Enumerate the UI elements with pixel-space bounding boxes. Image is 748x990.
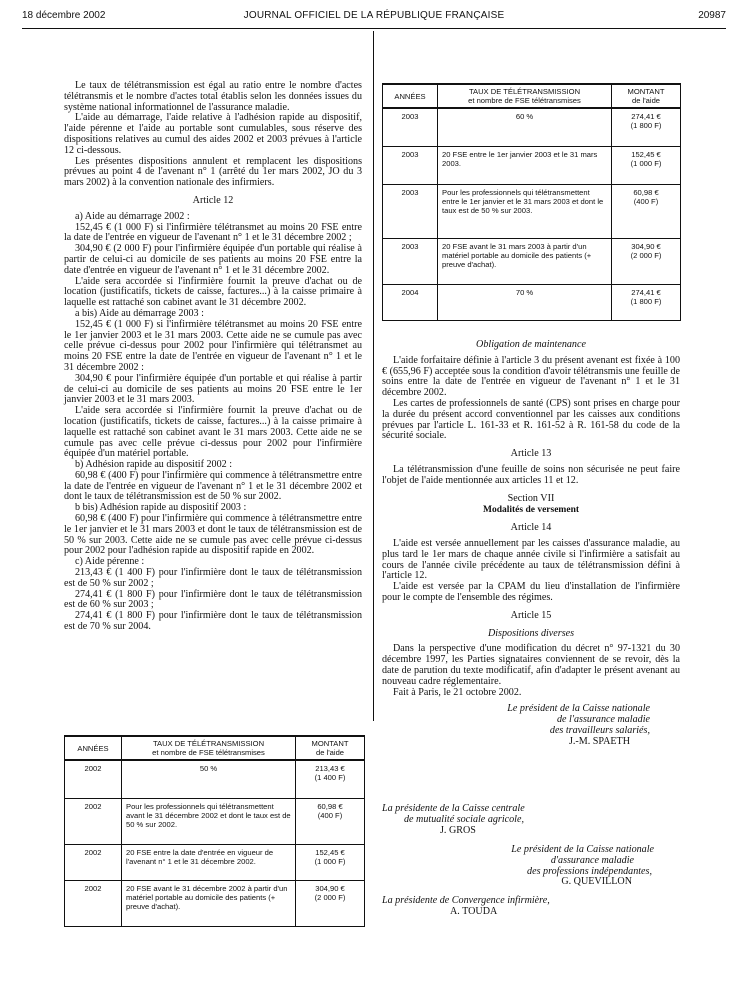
- table-row: [383, 146, 681, 184]
- col-header-amount-line2: de l'aide: [631, 96, 661, 105]
- cell-year: 2003: [383, 238, 438, 284]
- amount-franc: (1 800 F): [630, 121, 662, 130]
- amount-franc: (400 F): [317, 810, 343, 820]
- dispositions-heading: Dispositions diverses: [487, 627, 575, 639]
- col-header-year: ANNÉES: [383, 84, 438, 108]
- amount-franc: (1 400 F): [314, 773, 346, 782]
- signatory-name: J.-M. SPAETH: [568, 735, 630, 747]
- cell-amount: [296, 760, 365, 798]
- aid-table-2002: [64, 735, 365, 927]
- amount-euro: 274,41 €: [631, 287, 661, 297]
- col-header-rate-line2: et nombre de FSE télétransmises: [468, 96, 581, 105]
- left-column: [64, 81, 362, 633]
- col-header-amount-line1: MONTANT: [311, 739, 349, 748]
- paragraph: 274,41 € (1 800 F) pour l'infirmière dont le taux de télétransmission est de 70 % sur 2004.: [64, 610, 362, 633]
- header-date: 18 décembre 2002: [22, 10, 106, 21]
- cell-year: 2004: [383, 284, 438, 320]
- table-row: [65, 760, 365, 798]
- signature-block-cnamts: [382, 704, 650, 747]
- amount-euro: 152,45 €: [631, 149, 661, 159]
- cell-year: 2002: [65, 844, 122, 880]
- amount-euro: 304,90 €: [631, 241, 661, 251]
- article-12-heading: Article 12: [192, 194, 234, 206]
- section-label: a bis) Aide au démarrage 2003 :: [75, 307, 204, 319]
- article-15-heading: Article 15: [510, 609, 552, 621]
- right-column: [382, 333, 680, 748]
- signing-place-date: Fait à Paris, le 21 octobre 2002.: [393, 686, 522, 698]
- paragraph: 304,90 € (2 000 F) pour l'infirmière équipée d'un portable qui réalise à partir de celui-ci au domicile de ses patients au moins 20 FSE entre la date d'entrée en vigueur de l'avenant n° 1 et le 31 décembre 2002.: [64, 243, 362, 276]
- cell-amount: [612, 146, 681, 184]
- section-label: b bis) Adhésion rapide au dispositif 2003 :: [75, 502, 247, 514]
- signature-block-convergence: [382, 896, 682, 918]
- cell-amount: [296, 880, 365, 926]
- table-row: [65, 844, 365, 880]
- cell-amount: [612, 284, 681, 320]
- section-label: c) Aide pérenne :: [75, 556, 145, 568]
- paragraph: La télétransmission d'une feuille de soins non sécurisée ne peut faire l'objet de l'aide mentionnée aux articles 11 et 12.: [382, 463, 680, 486]
- paragraph: 213,43 € (1 400 F) pour l'infirmière dont le taux de télétransmission est de 50 % sur 2002 ;: [64, 567, 362, 589]
- cell-year: 2002: [65, 798, 122, 844]
- header-rule: [22, 28, 726, 29]
- paragraph: L'aide au démarrage, l'aide relative à l'adhésion rapide au dispositif, l'aide pérenne et l'aide au portable sont cumulables, sous réserve des dispositions relatives au cumul des aides 2002 et 2003 prévues à l'article 12 ci-dessous.: [64, 112, 362, 156]
- paragraph: L'aide sera accordée si l'infirmière fournit la preuve d'achat ou de location (justificatifs, tickets de caisse, factures...) à la caisse primaire à laquelle est rattaché son cabinet avant le 31 mars 2003. Cette aide ne se cumule pas avec celle prévue ci-dessus pour 2002 pour l'infirmière équipée d'un matériel portable.: [64, 405, 362, 460]
- amount-euro: 304,90 €: [315, 883, 345, 893]
- cell-rate: 20 FSE avant le 31 mars 2003 à partir d'un matériel portable au domicile des patients (+ preuve d'achat).: [438, 238, 612, 284]
- paragraph: 304,90 € pour l'infirmière équipée d'un portable et qui réalise à partir de celui-ci au domicile de ses patients au moins 20 FSE entre le 1er janvier 2003 et le 31 mars 2003.: [64, 372, 362, 406]
- paragraph: L'aide est versée annuellement par les caisses d'assurance maladie, au plus tard le 1er mars de chaque année civile si l'infirmière a satisfait au cours de l'année civile précédente au taux de télétransmission défini à l'article 12.: [382, 537, 680, 582]
- col-header-amount-line2: de l'aide: [315, 748, 345, 757]
- journal-title: JOURNAL OFFICIEL DE LA RÉPUBLIQUE FRANÇAISE: [243, 10, 505, 21]
- section-label: a) Aide au démarrage 2002 :: [75, 210, 190, 222]
- page-number: 20987: [698, 10, 726, 21]
- section-vii-title: Modalités de versement: [482, 505, 580, 516]
- paragraph: Les cartes de professionnels de santé (CPS) sont prises en charge pour la durée du présent accord conventionnel par les caisses aux conditions prévues par l'article L. 161-33 et R. 161-52 à R. 161-58 du code de la sécurité sociale.: [382, 397, 680, 442]
- page-header: [22, 8, 726, 24]
- signatory-name: G. QUEVILLON: [561, 876, 632, 888]
- col-header-rate-line2: et nombre de FSE télétransmises: [152, 748, 265, 757]
- cell-amount: [296, 798, 365, 844]
- cell-rate: 20 FSE entre la date d'entrée en vigueur de l'avenant n° 1 et le 31 décembre 2002.: [122, 844, 296, 880]
- paragraph: L'aide forfaitaire définie à l'article 3 du présent avenant est fixée à 100 € (655,96 F) acceptée sous la condition d'avoir télétransmis une feuille de soins entre la date de l'entrée en vigueur de l'avenant n° 1 et le 31 décembre 2002.: [382, 354, 680, 399]
- signatory-title: La présidente de la Caisse centrale: [382, 803, 525, 814]
- signatory-title: des professions indépendantes,: [527, 865, 652, 877]
- col-header-rate-line1: TAUX DE TÉLÉTRANSMISSION: [468, 87, 581, 96]
- signatory-title: d'assurance maladie: [550, 854, 634, 866]
- signatory-title: La présidente de Convergence infirmière,: [382, 895, 550, 906]
- cell-rate: 20 FSE entre le 1er janvier 2003 et le 31 mars 2003.: [438, 146, 612, 184]
- amount-franc: (2 000 F): [630, 250, 662, 260]
- amount-franc: (1 800 F): [630, 296, 662, 306]
- column-divider: [373, 31, 374, 721]
- table-row: [65, 798, 365, 844]
- table-row: [383, 238, 681, 284]
- cell-year: 2002: [65, 880, 122, 926]
- cell-rate: 70 %: [438, 284, 612, 320]
- cell-rate: 50 %: [122, 760, 296, 798]
- maintenance-heading: Obligation de maintenance: [476, 339, 586, 350]
- paragraph: 274,41 € (1 800 F) pour l'infirmière dont le taux de télétransmission est de 60 % sur 2003 ;: [64, 588, 362, 611]
- cell-year: 2003: [383, 184, 438, 238]
- paragraph: 152,45 € (1 000 F) si l'infirmière télétransmet au moins 20 FSE entre le 1er janvier 2003 et le 31 mars 2003. Cette aide ne se cumule pas avec celle prévue ci-dessus pour 2002 pour l'infirmière qui télétransmet au moins 20 FSE entre la date de l'entrée en vigueur de l'avenant n° 1 et le 31 décembre 2002 :: [64, 318, 362, 373]
- signatory-title: de l'assurance maladie: [557, 714, 650, 726]
- cell-year: 2003: [383, 108, 438, 146]
- cell-amount: [612, 238, 681, 284]
- signatory-name: A. TOUDA: [450, 905, 498, 917]
- amount-euro: 60,98 €: [317, 801, 343, 811]
- paragraph: L'aide est versée par la CPAM du lieu d'installation de l'infirmière pour le compte de l'ensemble des régimes.: [382, 581, 680, 603]
- section-vii-heading: Section VII: [507, 492, 555, 504]
- cell-amount: [296, 844, 365, 880]
- amount-franc: (2 000 F): [314, 892, 346, 902]
- signatory-title: de mutualité sociale agricole,: [404, 813, 524, 825]
- cell-rate: Pour les professionnels qui télétransmettent entre le 1er janvier et le 31 mars 2003 et dont le taux est de 50 % sur 2003.: [438, 184, 612, 238]
- paragraph: Dans la perspective d'une modification du décret n° 97-1321 du 30 décembre 1997, les Parties signataires conviennent de se revoir, dès la date de parution du texte modificatif, afin d'adapter le présent avenant au nouveau cadre réglementaire.: [382, 643, 680, 687]
- amount-franc: (1 000 F): [314, 856, 346, 866]
- col-header-rate-line1: TAUX DE TÉLÉTRANSMISSION: [152, 739, 265, 748]
- signature-block-ccmsa: [382, 804, 682, 836]
- signatory-title: Le président de la Caisse nationale: [507, 703, 650, 715]
- aid-table-2003-2004: [382, 83, 681, 321]
- amount-euro: 213,43 €: [315, 764, 345, 773]
- amount-euro: 152,45 €: [315, 847, 345, 857]
- article-13-heading: Article 13: [510, 448, 552, 460]
- col-header-rate: [438, 84, 612, 108]
- col-header-rate: [122, 736, 296, 760]
- col-header-amount-line1: MONTANT: [627, 87, 665, 96]
- signatory-title: Le président de la Caisse nationale: [511, 844, 654, 855]
- paragraph: L'aide sera accordée si l'infirmière fournit la preuve d'achat ou de location (justificatifs, tickets de caisse, factures...) à la caisse primaire à laquelle est rattaché son cabinet avant le 31 décembre 2002.: [64, 275, 362, 309]
- paragraph: Les présentes dispositions annulent et remplacent les dispositions prévues au point 4 de l'avenant n° 1 (arrêté du 1er mars 2002, JO du 3 mars 2002) à la convention nationale des infirmiers.: [64, 155, 362, 189]
- signature-block-canam: [382, 845, 682, 888]
- table-row: [383, 284, 681, 320]
- cell-rate: 60 %: [438, 108, 612, 146]
- paragraph: 152,45 € (1 000 F) si l'infirmière télétransmet au moins 20 FSE entre la date de l'entrée en vigueur de l'avenant n° 1 et le 31 décembre 2002 ;: [64, 221, 362, 244]
- amount-franc: (1 000 F): [630, 158, 662, 168]
- paragraph: 60,98 € (400 F) pour l'infirmière qui commence à télétransmettre entre la date de l'entrée en vigueur de l'avenant n° 1 et le 31 décembre 2002 et dont le taux de télétransmission est de 50 % sur 2002.: [64, 469, 362, 503]
- section-label: b) Adhésion rapide au dispositif 2002 :: [75, 459, 232, 471]
- amount-euro: 60,98 €: [633, 187, 659, 197]
- table-row: [65, 880, 365, 926]
- col-header-year: ANNÉES: [65, 736, 122, 760]
- article-14-heading: Article 14: [510, 522, 552, 534]
- col-header-amount: [612, 84, 681, 108]
- cell-amount: [612, 184, 681, 238]
- cell-year: 2003: [383, 146, 438, 184]
- signatory-title: des travailleurs salariés,: [549, 724, 650, 736]
- cell-amount: [612, 108, 681, 146]
- cell-year: 2002: [65, 760, 122, 798]
- col-header-amount: [296, 736, 365, 760]
- table-row: [383, 184, 681, 238]
- amount-euro: 274,41 €: [631, 112, 661, 121]
- paragraph: Le taux de télétransmission est égal au ratio entre le nombre d'actes télétransmis et le nombre d'actes total établis selon les données issues du système national informationnel de l'assurance maladie.: [64, 80, 362, 113]
- cell-rate: Pour les professionnels qui télétransmettent avant le 31 décembre 2002 et dont le taux est de 50 % sur 2002.: [122, 798, 296, 844]
- amount-franc: (400 F): [633, 196, 659, 206]
- paragraph: 60,98 € (400 F) pour l'infirmière qui commence à télétransmettre entre le 1er janvier et le 31 mars 2003 et dont le taux de télétransmission est de 50 % sur 2003. Cette aide ne se cumule pas avec celle prévue ci-dessus pour 2002 pour l'adhésion rapide au dispositif rapide en 2002.: [64, 513, 362, 557]
- signatory-name: J. GROS: [440, 824, 476, 836]
- cell-rate: 20 FSE avant le 31 décembre 2002 à partir d'un matériel portable au domicile des patients (+ preuve d'achat).: [122, 880, 296, 926]
- table-row: [383, 108, 681, 146]
